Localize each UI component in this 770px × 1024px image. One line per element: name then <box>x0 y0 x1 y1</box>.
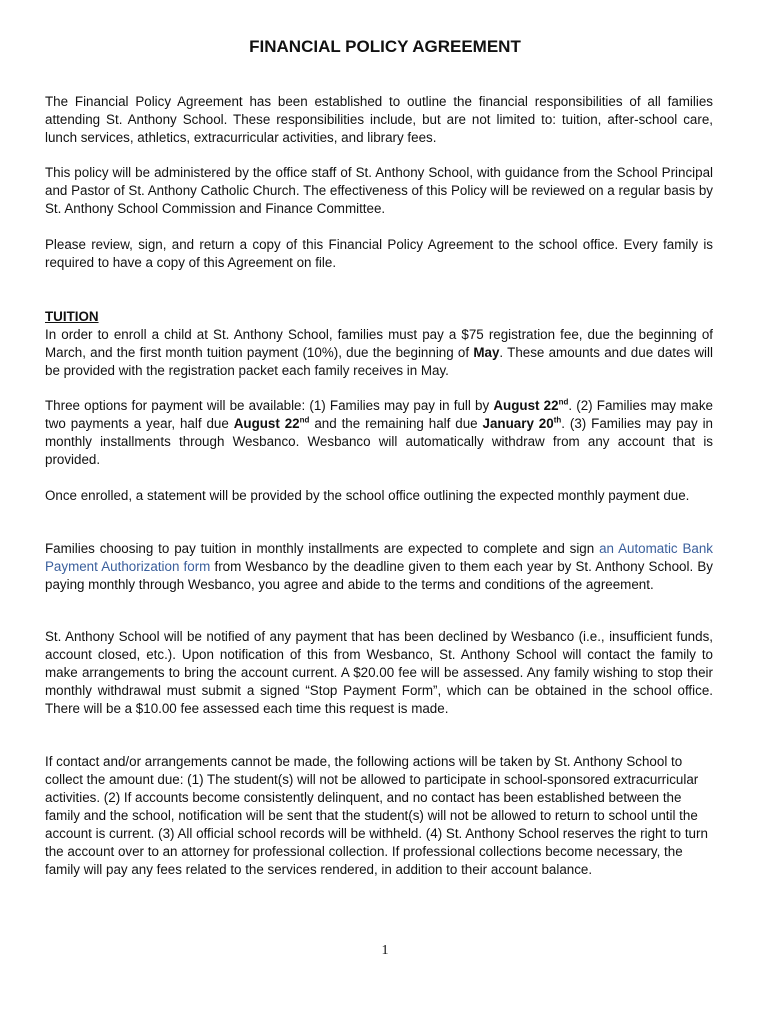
tuition-paragraph-5: St. Anthony School will be notified of any payment that has been declined by Wesbanco (i.e., insufficient funds, account closed, etc.). Upon notification of this from Wesbanco, St. Anthony School will contact the family to make arrangements to bring the account current. A $20.00 fee will be assessed. Any family wishing to stop their monthly withdrawal must submit a signed “Stop Payment Form”, which can be obtained in the school office. There will be a $10.00 fee assessed each time this request is made. <box>45 629 713 716</box>
authorization-form-reference: an Automatic Bank Payment Authorization form <box>45 541 713 574</box>
page-number: 1 <box>381 943 389 958</box>
tuition-paragraph-6: If contact and/or arrangements cannot be made, the following actions will be taken by St. Anthony School to collect the amount due: (1) The student(s) will not be allowed to participate in school-sponsored extracurricular activities. (2) If accounts become consistently delinquent, and no contact has been established between the family and the school, notification will be sent that the student(s) will not be allowed to return to school until the account is current. (3) All official school records will be withheld. (4) St. Anthony School reserves the right to turn the account over to an attorney for professional collection. If professional collections become necessary, the family will pay any fees related to the services rendered, in addition to their account balance. <box>45 754 708 877</box>
tuition-heading: TUITION <box>45 309 99 324</box>
tuition-paragraph-3: Once enrolled, a statement will be provided by the school office outlining the expected monthly payment due. <box>45 488 690 503</box>
intro-paragraph-3: Please review, sign, and return a copy of this Financial Policy Agreement to the school office. Every family is required to have a copy of this Agreement on file. <box>45 237 713 270</box>
intro-paragraph-2: This policy will be administered by the office staff of St. Anthony School, with guidance from the School Principal and Pastor of St. Anthony Catholic Church. The effectiveness of this Policy will be reviewed on a regular basis by St. Anthony School Commission and Finance Committee. <box>45 165 713 216</box>
tuition-paragraph-4: Families choosing to pay tuition in monthly installments are expected to complete and sign an Automatic Bank Payment Authorization form from Wesbanco by the deadline given to them each year by St. Anthony School. By paying monthly through Wesbanco, you agree and abide to the terms and conditions of the agreement. <box>45 541 713 592</box>
intro-paragraph-1: The Financial Policy Agreement has been established to outline the financial responsibilities of all families attending St. Anthony School. These responsibilities include, but are not limited to: tuition, after-school care, lunch services, athletics, extracurricular activities, and library fees. <box>45 94 713 145</box>
tuition-paragraph-2: Three options for payment will be available: (1) Families may pay in full by August 22nd. (2) Families may make two payments a year, half due August 22nd and the remaining half due January 20th. (3) Families may pay in monthly installments through Wesbanco. Wesbanco will automatically withdraw from any account that is provided. <box>45 397 714 467</box>
document-title: FINANCIAL POLICY AGREEMENT <box>249 37 521 56</box>
tuition-paragraph-1: In order to enroll a child at St. Anthony School, families must pay a $75 registration fee, due the beginning of March, and the first month tuition payment (10%), due the beginning of May. These amounts and due dates will be provided with the registration packet each family receives in May. <box>45 327 713 378</box>
